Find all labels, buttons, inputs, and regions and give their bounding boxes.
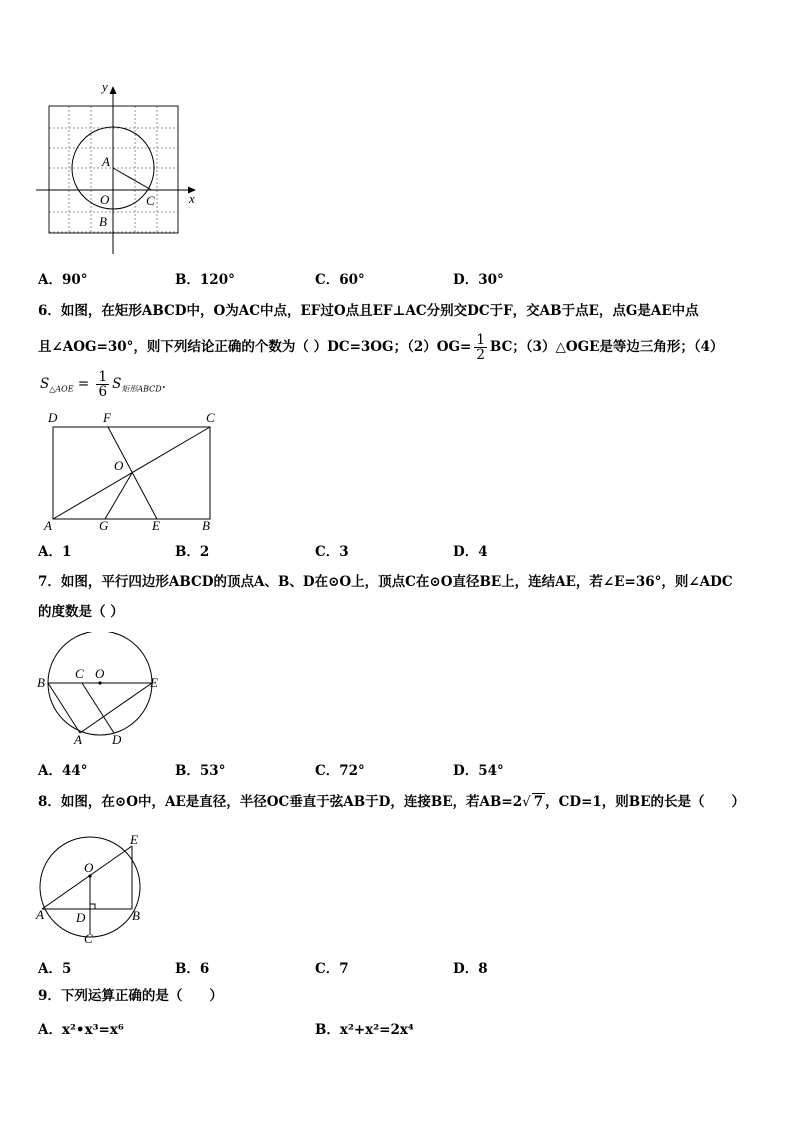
q8-text-line1b: ，CD=1，则BE的长是（ ） xyxy=(545,794,745,810)
q8-sqrt-value: 7 xyxy=(533,794,544,810)
q6-line-ef xyxy=(108,427,157,519)
q6-formula-frac-num: 1 xyxy=(98,369,108,385)
q9-option-b[interactable]: B．x²+x²=2x⁴ xyxy=(315,1022,414,1038)
q6-label-a: A xyxy=(44,518,52,533)
q8-option-b[interactable]: B．6 xyxy=(175,961,210,977)
q7-text-line2: 的度数是（ ） xyxy=(38,604,124,620)
q6-formula-sub-left: △AOE xyxy=(49,384,74,394)
q6-option-d[interactable]: D．4 xyxy=(453,544,488,560)
q8-option-a[interactable]: A．5 xyxy=(38,961,72,977)
q5-label-o: O xyxy=(100,192,110,207)
q6-frac-num: 1 xyxy=(476,332,485,348)
q6-label-d: D xyxy=(48,410,58,425)
q8-option-c[interactable]: C．7 xyxy=(315,961,349,977)
q5-option-d[interactable]: D．30° xyxy=(453,272,504,288)
q8-label-d: D xyxy=(76,910,86,925)
q6-fraction xyxy=(474,333,487,362)
q9-option-a[interactable]: A．x²•x³=x⁶ xyxy=(38,1022,124,1038)
q7-line-ba xyxy=(48,683,80,733)
q6-label-c: C xyxy=(206,410,215,425)
q7-line-cd xyxy=(82,683,114,733)
q6-label-o: O xyxy=(114,458,124,473)
q7-label-d: D xyxy=(112,732,122,747)
q6-label-b: B xyxy=(202,518,210,533)
q6-formula-frac-den: 6 xyxy=(98,384,108,400)
q6-formula xyxy=(40,370,166,399)
q7-line-ae xyxy=(80,683,152,733)
q5-figure xyxy=(36,78,206,258)
q7-center-point xyxy=(98,681,101,684)
q6-formula-sub-right: 矩形ABCD xyxy=(121,384,162,394)
q7-text-line1: 7．如图，平行四边形ABCD的顶点A、B、D在⊙O上，顶点C在⊙O直径BE上，连结AE，若∠E=36°，则∠ADC xyxy=(38,574,733,590)
q5-segment-ac xyxy=(113,168,152,190)
q5-option-a[interactable]: A．90° xyxy=(38,272,88,288)
q9-text-line1: 9．下列运算正确的是（ ） xyxy=(38,988,223,1004)
q6-option-b[interactable]: B．2 xyxy=(175,544,210,560)
q8-label-o: O xyxy=(84,860,94,875)
q5-option-c[interactable]: C．60° xyxy=(315,272,365,288)
q5-label-c: C xyxy=(146,193,155,208)
q6-label-e: E xyxy=(152,518,160,533)
q6-line-og xyxy=(105,473,132,519)
q8-label-c: C xyxy=(84,931,93,946)
q7-label-e: E xyxy=(150,675,158,690)
q7-option-a[interactable]: A．44° xyxy=(38,763,88,779)
q6-option-a[interactable]: A．1 xyxy=(38,544,72,560)
q5-label-x: x xyxy=(189,191,195,206)
q7-option-d[interactable]: D．54° xyxy=(453,763,504,779)
q5-option-b[interactable]: B．120° xyxy=(175,272,235,288)
q7-label-c: C xyxy=(75,666,84,681)
q6-option-c[interactable]: C．3 xyxy=(315,544,349,560)
q6-formula-s-right: S xyxy=(112,376,122,392)
q5-label-y: y xyxy=(102,79,108,94)
q8-right-angle-mark xyxy=(90,904,95,909)
q6-formula-eq: = xyxy=(77,376,90,392)
q8-option-d[interactable]: D．8 xyxy=(453,961,488,977)
q7-figure xyxy=(34,632,169,748)
q6-formula-fraction xyxy=(96,370,109,399)
q8-text-line1 xyxy=(38,785,758,819)
q6-formula-s-left: S xyxy=(40,376,50,392)
q8-label-b: B xyxy=(132,908,140,923)
q6-frac-den: 2 xyxy=(476,347,485,363)
q8-label-a: A xyxy=(36,907,44,922)
q5-label-a: A xyxy=(102,154,110,169)
q6-label-g: G xyxy=(99,518,109,533)
q6-text-line1: 6．如图，在矩形ABCD中，O为AC中点，EF过O点且EF⊥AC分别交DC于F，交AB于点E，点G是AE中点 xyxy=(38,303,699,319)
q6-figure xyxy=(40,406,230,534)
q7-option-c[interactable]: C．72° xyxy=(315,763,365,779)
q5-label-b: B xyxy=(99,214,107,229)
q8-text-line1a: 8．如图，在⊙O中，AE是直径，半径OC垂直于弦AB于D，连接BE，若AB=2 xyxy=(38,794,523,810)
q6-formula-end: . xyxy=(161,376,166,392)
q8-diameter-ae xyxy=(42,846,132,909)
q7-option-b[interactable]: B．53° xyxy=(175,763,226,779)
q6-text-line2a: 且∠AOG=30°，则下列结论正确的个数为（ ）DC=3OG；（2）OG= xyxy=(38,339,472,355)
q7-label-a: A xyxy=(74,732,82,747)
q8-label-e: E xyxy=(130,834,138,847)
q7-label-o: O xyxy=(95,666,105,681)
q8-figure xyxy=(34,834,154,946)
q6-text-line2 xyxy=(38,330,758,364)
sqrt-icon: √ xyxy=(522,794,531,810)
q6-label-f: F xyxy=(103,410,111,425)
q6-text-line2b: BC；（3）△OGE是等边三角形；（4） xyxy=(489,339,724,355)
q7-label-b: B xyxy=(37,675,45,690)
